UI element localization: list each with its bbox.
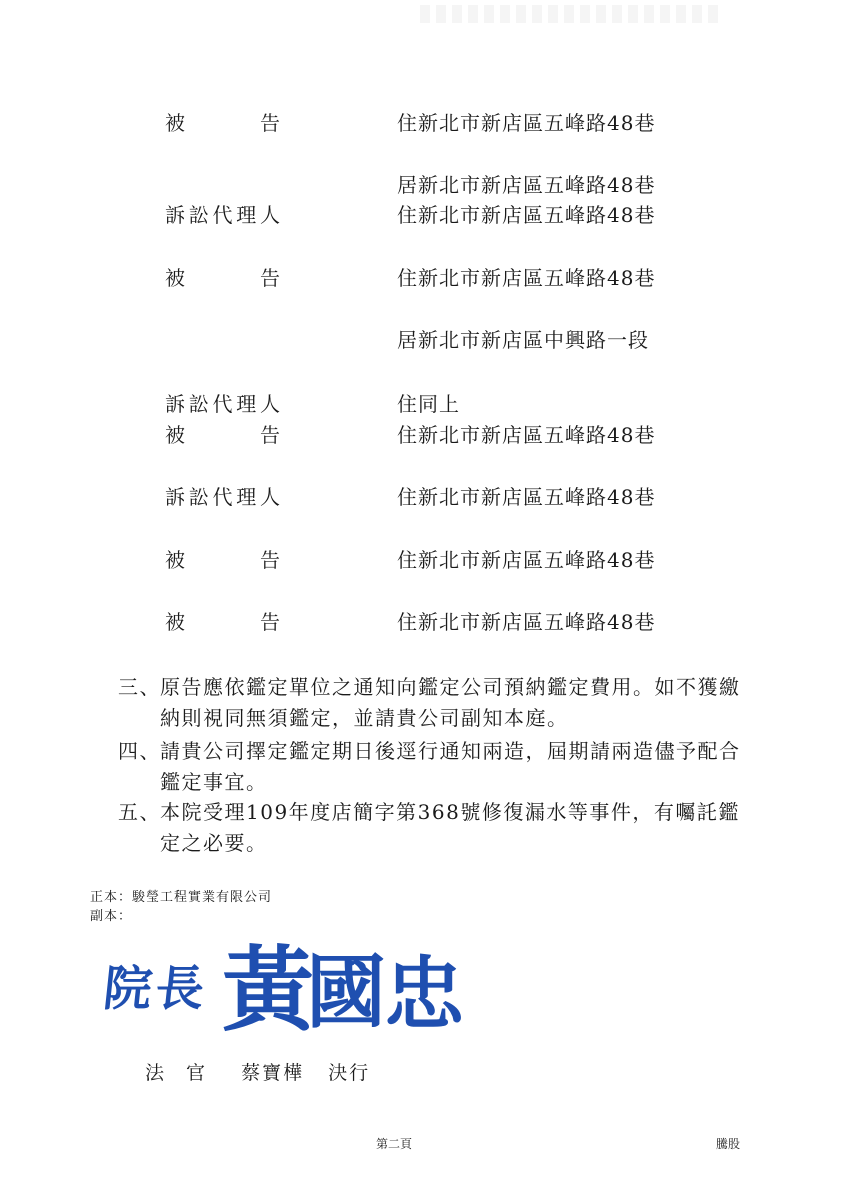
party-role: 訴訟代理人 (165, 485, 280, 509)
party-role: 被告 (165, 423, 280, 447)
party-row (0, 607, 848, 637)
party-address: 住新北市新店區五峰路48巷 (397, 111, 656, 135)
party-role: 被告 (165, 266, 280, 290)
party-row (0, 325, 848, 355)
judge-line (145, 1058, 370, 1085)
judge-name: 蔡寶樺 (241, 1062, 305, 1084)
seal-char-3: 黃 (222, 936, 315, 1044)
party-address: 住新北市新店區五峰路48巷 (397, 610, 656, 634)
seal-char-4: 國 (306, 945, 386, 1039)
party-row (0, 263, 848, 293)
party-role: 訴訟代理人 (165, 203, 280, 227)
party-row (0, 389, 848, 419)
item-text: 請貴公司擇定鑑定期日後逕行通知兩造，屆期請兩造儘予配合鑑定事宜。 (160, 739, 741, 794)
item-number: 四、 (118, 739, 161, 763)
party-address: 住新北市新店區五峰路48巷 (397, 266, 656, 290)
judge-action: 決行 (328, 1062, 371, 1084)
duplicate-copy-recipient: 副本： (90, 909, 133, 924)
numbered-item (118, 736, 758, 798)
party-row (0, 108, 848, 138)
party-row (0, 482, 848, 512)
item-text: 本院受理109年度店簡字第368號修復漏水等事件，有囑託鑑定之必要。 (160, 800, 740, 855)
original-copy-recipient: 正本：駿瑩工程實業有限公司 (90, 890, 273, 905)
item-text: 原告應依鑑定單位之通知向鑑定公司預納鑑定費用。如不獲繳納則視同無須鑑定，並請貴公司副知本庭。 (160, 675, 741, 730)
party-row (0, 420, 848, 450)
party-address: 住新北市新店區五峰路48巷 (397, 203, 656, 227)
party-address: 居新北市新店區五峰路48巷 (397, 173, 656, 197)
party-address: 住新北市新店區五峰路48巷 (397, 485, 656, 509)
party-role: 被告 (165, 548, 280, 572)
section-label: 騰股 (716, 1137, 741, 1151)
item-number: 三、 (118, 675, 161, 699)
party-row (0, 545, 848, 575)
party-role: 被告 (165, 111, 280, 135)
numbered-item (118, 797, 758, 859)
item-number: 五、 (118, 800, 161, 824)
seal-char-5: 忠 (384, 947, 464, 1041)
party-row (0, 200, 848, 230)
seal-char-1: 院 (100, 961, 155, 1017)
party-address: 居新北市新店區中興路一段 (397, 328, 649, 352)
scan-bleed-through (420, 5, 720, 23)
party-row (0, 170, 848, 200)
judge-title: 法官 (145, 1062, 228, 1084)
numbered-item (118, 672, 758, 734)
president-seal-stamp (100, 930, 464, 1044)
party-address: 住同上 (397, 392, 460, 416)
party-address: 住新北市新店區五峰路48巷 (397, 423, 656, 447)
seal-char-2: 長 (152, 961, 207, 1017)
party-address: 住新北市新店區五峰路48巷 (397, 548, 656, 572)
party-role: 被告 (165, 610, 280, 634)
party-role: 訴訟代理人 (165, 392, 280, 416)
page-number: 第二頁 (376, 1137, 413, 1151)
